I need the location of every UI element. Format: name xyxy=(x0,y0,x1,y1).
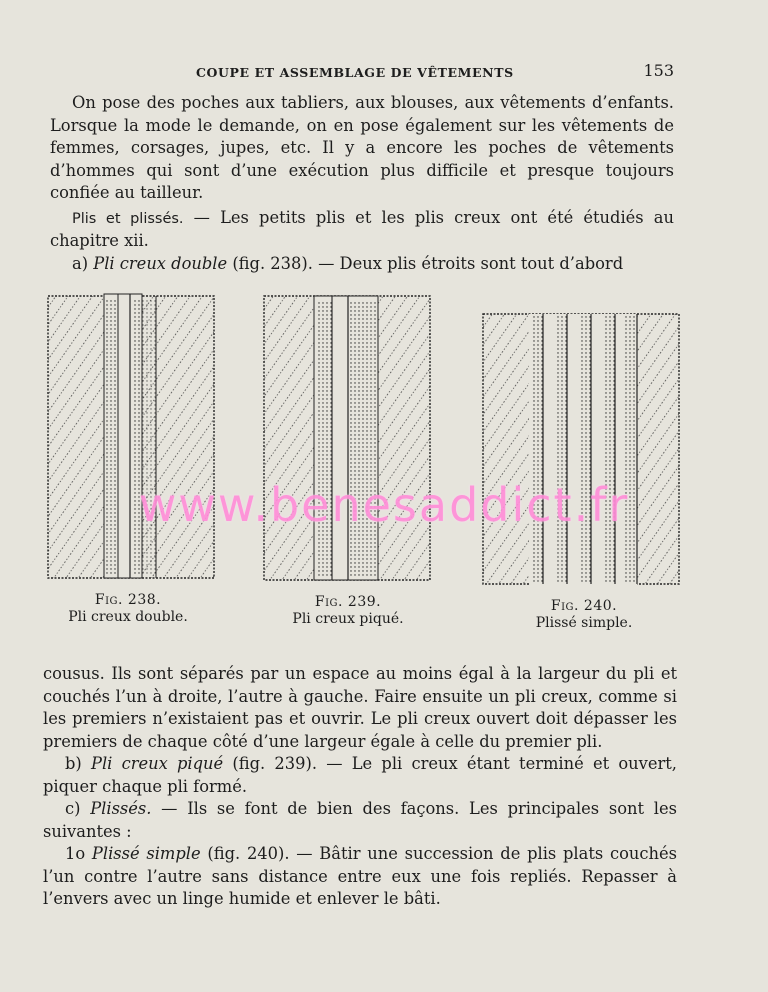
figure-caption: Pli creux double. xyxy=(68,609,188,625)
figure-239 xyxy=(262,294,432,582)
paragraph-continuation: cousus. Ils sont séparés par un espace au moins égal à la largeur du pli et couchés l’un à droite, l’autre à gauche. Faire ensuite un pli creux, comme si les premiers n’existaient pas et ouvrir. Le pli creux ouvert doit dépasser les premiers de chaque côté d’une largeur égale à celle du premier pli. xyxy=(43,664,677,751)
item-prefix: a) xyxy=(72,253,94,273)
item-text: (fig. 238). — Deux plis étroits sont tout d’abord xyxy=(227,253,624,273)
figure-240-illustration xyxy=(481,312,681,588)
page-number: 153 xyxy=(643,61,674,80)
figure-238-illustration xyxy=(46,292,216,582)
item-prefix: 1o xyxy=(65,844,92,863)
item-prefix: b) xyxy=(65,754,91,773)
paragraph-pockets: On pose des poches aux tabliers, aux blouses, aux vêtements d’enfants. Lorsque la mode le demande, on en pose également sur les vêtements de femmes, corsages, jupes, etc. Il y a encore les poches de vêtements d’hommes qui sont d’une exécution plus difficile et presque toujours confiée au tailleur. xyxy=(50,93,674,202)
text-block-bottom xyxy=(43,663,677,911)
running-header xyxy=(196,63,674,83)
caption-238 xyxy=(28,592,228,626)
figure-239-illustration xyxy=(262,294,432,582)
item-term: Plissé simple xyxy=(91,844,201,863)
section-heading-text: — Les petits plis et les plis creux ont été étudiés au chapitre xii. xyxy=(50,207,674,250)
text-block-top xyxy=(50,92,674,275)
item-text: (fig. 240). — Bâtir une succession de plis plats couchés l’un contre l’autre sans distance entre eux une fois repliés. Repasser à l’envers avec un linge humide et enlever le bâti. xyxy=(43,844,677,908)
item-text: (fig. 239). — Le pli creux étant terminé et ouvert, piquer chaque pli formé. xyxy=(43,754,677,796)
figure-number: Fig. 239. xyxy=(314,594,382,610)
item-prefix: c) xyxy=(65,799,91,818)
item-text: — Ils se font de bien des façons. Les principales sont les suivantes : xyxy=(43,799,677,841)
section-heading: Plis et plissés. xyxy=(72,210,184,227)
caption-240 xyxy=(484,598,684,632)
item-term: Pli creux double xyxy=(93,253,228,273)
figure-240 xyxy=(481,312,681,588)
caption-239 xyxy=(248,594,448,628)
item-term: Pli creux piqué xyxy=(91,754,224,773)
figure-number: Fig. 238. xyxy=(94,592,162,608)
item-term: Plissés. xyxy=(90,799,152,818)
watermark: www.benesaddict.fr xyxy=(138,478,630,532)
figure-caption: Plissé simple. xyxy=(535,615,633,631)
figure-238 xyxy=(46,292,216,582)
paragraph-plisses xyxy=(43,798,677,843)
figure-caption: Pli creux piqué. xyxy=(292,611,404,627)
paragraph-pli-creux-pique xyxy=(43,753,677,798)
paragraph-plisse-simple xyxy=(43,843,677,911)
paragraph-pleats-intro xyxy=(50,207,674,253)
figure-number: Fig. 240. xyxy=(550,598,618,614)
paragraph-pli-creux-double xyxy=(50,253,674,276)
running-title: COUPE ET ASSEMBLAGE DE VÊTEMENTS xyxy=(196,65,514,80)
